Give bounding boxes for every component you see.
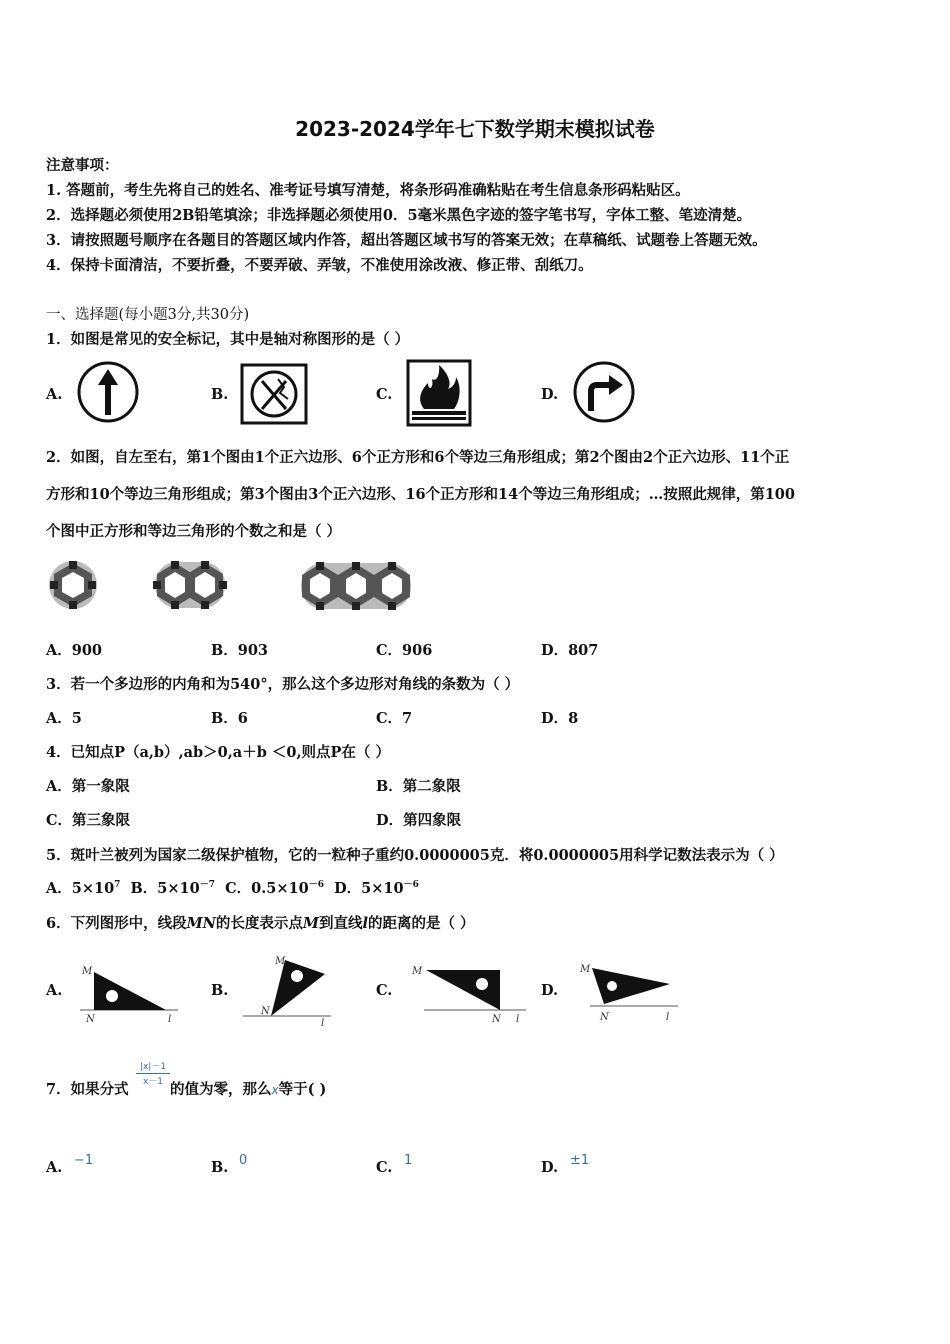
q7-value-d: ±1: [570, 1153, 590, 1168]
q7-stem-pre: 7．如果分式: [46, 1081, 129, 1098]
q1-label-b: B.: [211, 386, 229, 403]
q7-fraction-numerator: |x|－1: [136, 1059, 170, 1074]
label-n: N: [261, 1006, 270, 1017]
label-m: M: [412, 966, 423, 977]
q6-m: M: [302, 915, 319, 932]
label-n: N: [86, 1014, 95, 1025]
q4-stem: 4．已知点P（a,b）,ab＞0,a＋b ＜0,则点P在（ ）: [46, 744, 390, 761]
notice-item: 2．选择题必须使用2B铅笔填涂；非选择题必须使用0．5毫米黑色字迹的签字笔书写，字体工整、笔迹清楚。: [46, 207, 752, 224]
hexagon-pattern-1-figure: [46, 558, 100, 612]
q7-label-d: D.: [541, 1159, 559, 1176]
turn-right-sign-icon: [571, 361, 637, 423]
q6-figure-a: [78, 960, 182, 1026]
q5-option-b: B．5×10: [130, 880, 200, 897]
q1-label-d: D.: [541, 386, 559, 403]
q6-stem-part: 到直线: [318, 915, 363, 932]
label-m: M: [275, 956, 286, 967]
q7-label-c: C.: [376, 1159, 393, 1176]
q7-stem-rest: [170, 1078, 326, 1099]
q5-option-d: D．5×10: [334, 880, 404, 897]
arrow-up-sign-icon: [76, 361, 140, 423]
page-title: 2023-2024学年七下数学期末模拟试卷: [295, 117, 655, 141]
label-l: l: [321, 1018, 325, 1028]
q3-option: A．5: [46, 710, 82, 727]
q7-fraction-denominator: x－1: [142, 1077, 164, 1087]
q6-figure-d: [574, 960, 682, 1024]
q3-option: D．8: [541, 710, 579, 727]
hexagon-pattern-3-figure: [298, 558, 414, 614]
hexagon-pattern-2-figure: [151, 558, 229, 612]
q5-option-b-exp: －7: [199, 880, 215, 891]
q7-fraction: [136, 1059, 170, 1087]
q4-option: A．第一象限: [46, 778, 130, 795]
q6-figure-b: [241, 954, 335, 1028]
q3-option: C．7: [376, 710, 413, 727]
q5-option-d-exp: －6: [403, 880, 419, 891]
q2-line: 个图中正方形和等边三角形的个数之和是（ ）: [46, 523, 342, 540]
label-m: M: [580, 964, 591, 975]
q6-label-c: C.: [376, 982, 393, 999]
notice-item: 3．请按照题号顺序在各题目的答题区域内作答，超出答题区域书写的答案无效；在草稿纸、试题卷上答题无效。: [46, 232, 767, 249]
label-l: l: [168, 1014, 172, 1025]
fire-sign-icon: [406, 359, 472, 427]
q7-var: x: [271, 1083, 279, 1097]
q6-label-b: B.: [211, 982, 229, 999]
q5-stem: 5．斑叶兰被列为国家二级保护植物，它的一粒种子重约0.0000005克．将0.0000005用科学记数法表示为（ ）: [46, 847, 784, 864]
q1-label-c: C.: [376, 386, 393, 403]
q7-value-b: 0: [239, 1153, 248, 1168]
q5-options: [46, 877, 419, 898]
q2-option: D．807: [541, 642, 599, 659]
label-l: l: [666, 1012, 670, 1023]
q6-stem-part: 的长度表示点: [215, 915, 303, 932]
notice-heading: 注意事项：: [46, 157, 119, 174]
section-heading: 一、选择题(每小题3分,共30分): [46, 307, 250, 323]
label-n: N: [600, 1012, 609, 1023]
q6-stem-part: 的距离的是（ ）: [367, 915, 475, 932]
q3-stem: 3．若一个多边形的内角和为540°，那么这个多边形对角线的条数为（ ）: [46, 676, 520, 693]
no-explosion-sign-icon: [240, 363, 308, 425]
q2-line: 方形和10个等边三角形组成；第3个图由3个正六边形、16个正方形和14个等边三角形组成；…按照此规律，第100: [46, 486, 795, 503]
q3-option: B．6: [211, 710, 248, 727]
q7-label-a: A.: [46, 1159, 63, 1176]
q6-label-a: A.: [46, 982, 63, 999]
notice-item: 1. 答题前，考生先将自己的姓名、准考证号填写清楚，将条形码准确粘贴在考生信息条形码粘贴区。: [46, 182, 690, 199]
q4-option: B．第二象限: [376, 778, 461, 795]
q4-option: C．第三象限: [46, 812, 131, 829]
q2-option: B．903: [211, 642, 269, 659]
q5-option-a-exp: 7: [114, 880, 121, 891]
q6-label-d: D.: [541, 982, 559, 999]
q7-stem-part: 等于( ): [278, 1081, 327, 1098]
q7-value-c: 1: [404, 1153, 413, 1168]
q6-stem: [46, 912, 475, 933]
q6-l: l: [362, 915, 368, 932]
q6-figure-c: [408, 958, 532, 1026]
q1-stem: 1．如图是常见的安全标记，其中是轴对称图形的是（ ）: [46, 331, 410, 348]
q4-option: D．第四象限: [376, 812, 462, 829]
q5-option-a: A．5×10: [46, 880, 115, 897]
q6-stem-part: 6．下列图形中，线段: [46, 915, 187, 932]
label-l: l: [516, 1014, 520, 1025]
q2-option: A．900: [46, 642, 103, 659]
notice-item: 4．保持卡面清洁，不要折叠，不要弄破、弄皱，不准使用涂改液、修正带、刮纸刀。: [46, 257, 593, 274]
q2-option: C．906: [376, 642, 433, 659]
q5-option-c-exp: －6: [308, 880, 324, 891]
q1-label-a: A.: [46, 386, 63, 403]
q7-label-b: B.: [211, 1159, 229, 1176]
label-m: M: [82, 966, 93, 977]
q7-stem-part: 的值为零，那么: [170, 1081, 272, 1098]
q2-line: 2．如图，自左至右，第1个图由1个正六边形、6个正方形和6个等边三角形组成；第2个图由2个正六边形、11个正: [46, 449, 790, 466]
q5-option-c: C．0.5×10: [225, 880, 309, 897]
q7-value-a: −1: [74, 1153, 94, 1168]
q6-mn: MN: [186, 915, 216, 932]
label-n: N: [492, 1014, 501, 1025]
